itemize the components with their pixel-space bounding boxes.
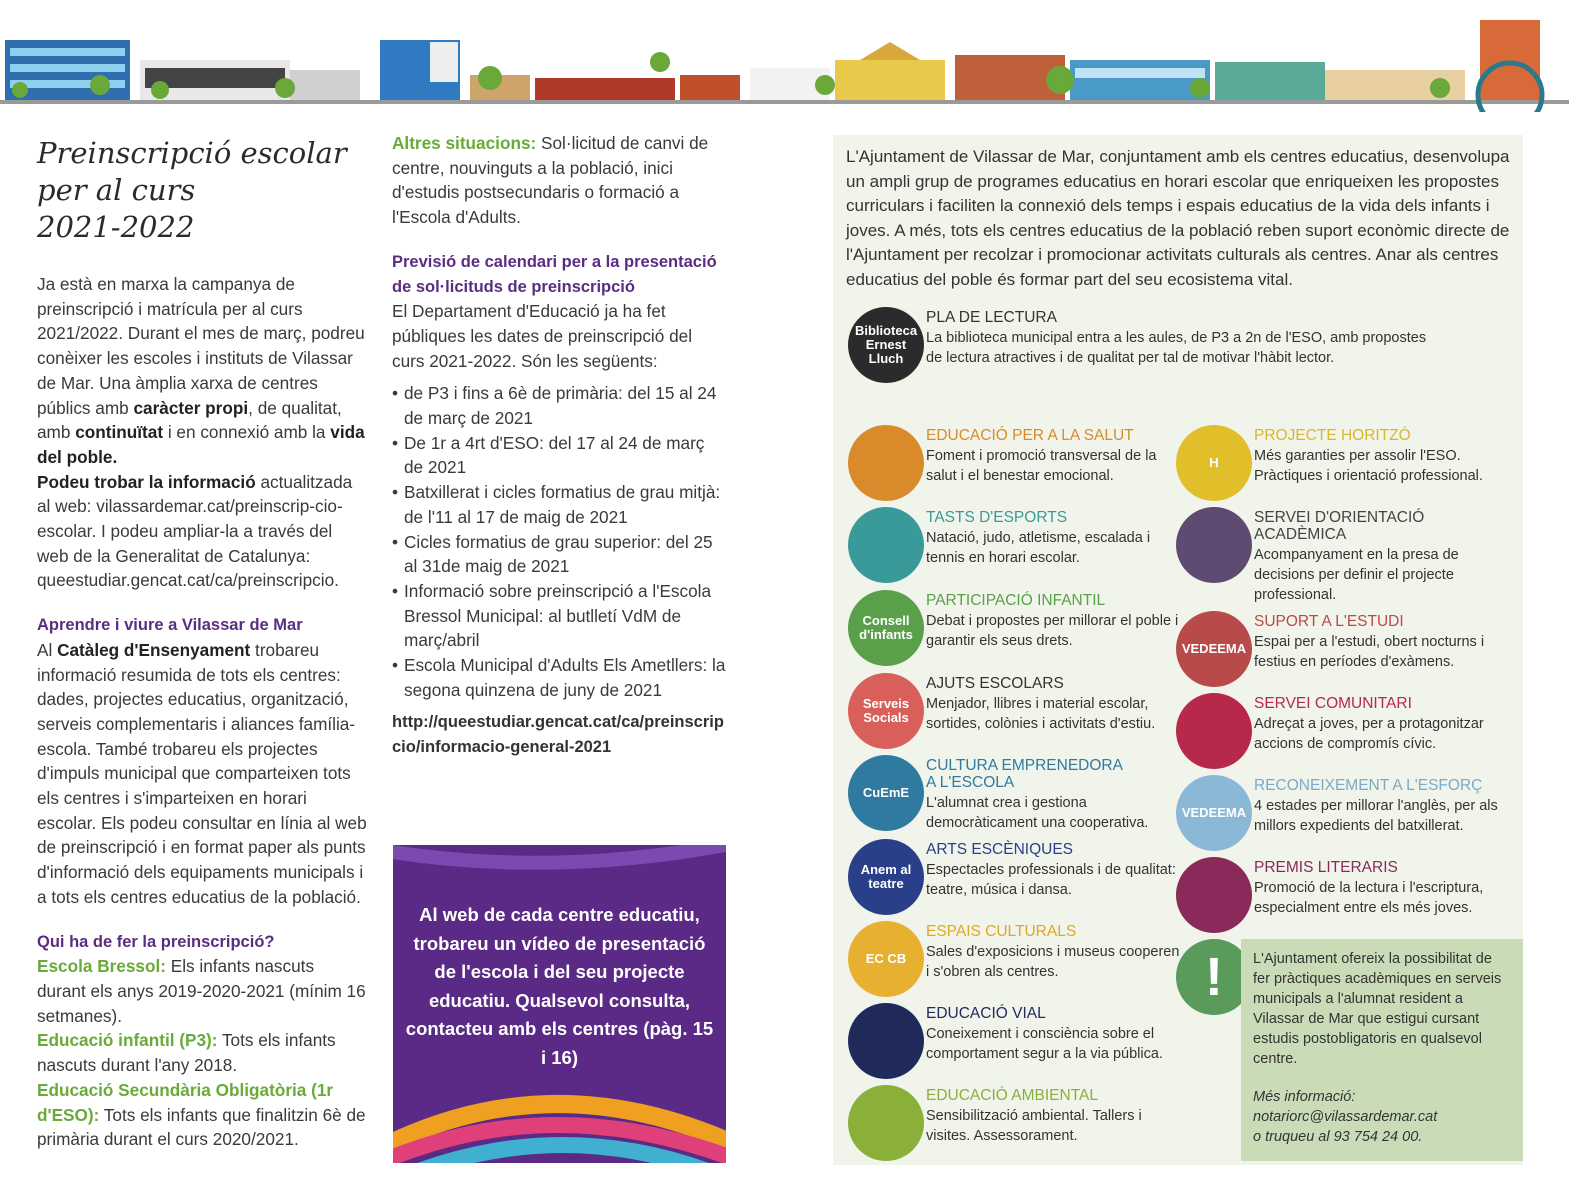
section-heading: Aprendre i viure a Vilassar de Mar: [37, 616, 303, 635]
program-description: Debat i propostes per millorar el poble i garantir els seus drets.: [926, 613, 1179, 649]
program-logo-icon: [848, 507, 924, 583]
program-description: Menjador, llibres i material escolar, sortides, colònies i activitats d'estiu.: [926, 696, 1156, 732]
program-description: Coneixement i consciència sobre el comportament segur a la via pública.: [926, 1026, 1163, 1062]
logo-text: H: [1209, 455, 1219, 470]
program-title: ARTS ESCÈNIQUES: [926, 841, 1074, 858]
program-description: Promoció de la lectura i l'escriptura, especialment entre els més joves.: [1254, 880, 1484, 916]
who-eso: [37, 1078, 367, 1152]
program-description: Sales d'exposicions i museus cooperen i s'obren als centres.: [926, 944, 1180, 980]
program-title: CULTURA EMPRENEDORA A L'ESCOLA: [926, 757, 1123, 791]
emphasis-text: Altres situacions:: [392, 133, 537, 153]
middle-column: [392, 131, 728, 760]
title-line: 2021-2022: [37, 210, 195, 244]
text-segment: Tots els infants que finalitzin 6è de primària durant el curs 2020/2021.: [37, 1104, 366, 1150]
program-description: Espectacles professionals i de qualitat: teatre, música i dansa.: [926, 862, 1176, 898]
text-segment: Sol·licitud de canvi de centre, nouvinguts a la població, inici d'estudis postsecundaris o formació a l'Escola d'Adults.: [392, 133, 709, 228]
program-title: RECONEIXEMENT A L'ESFORÇ: [1254, 777, 1483, 794]
emphasis-text: caràcter propi: [133, 397, 249, 418]
who-escola-bressol: [37, 954, 367, 1028]
calendar-list: [392, 381, 728, 702]
calendar-intro: El Departament d'Educació ja ha fet públiques les dates de preinscripció del curs 2021-2022. Són les següents:: [392, 301, 693, 371]
notice-text: L'Ajuntament ofereix la possibilitat de fer pràctiques acadèmiques en serveis municipals a l'alumnat resident a Vilassar de Mar que estigui cursant estudis postobligatoris en qualsevol centre.: [1253, 951, 1502, 1067]
who-infantil: [37, 1028, 367, 1077]
emphasis-text: Escola Bressol:: [37, 956, 166, 977]
calendar-item: • Batxillerat i cicles formatius de grau mitjà: de l'11 al 17 de maig de 2021: [392, 480, 728, 529]
logo-text: Consell d'infants: [859, 613, 913, 642]
program-title: EDUCACIÓ PER A LA SALUT: [926, 427, 1134, 444]
calendar-item: • De 1r a 4rt d'ESO: del 17 al 24 de març de 2021: [392, 431, 728, 480]
intro-paragraph: [37, 272, 367, 470]
program-description: Sensibilització ambiental. Tallers i visites. Assessorament.: [926, 1108, 1142, 1144]
program-logo-icon: [1176, 507, 1252, 583]
program-logo-icon: [848, 921, 924, 997]
section-heading: Previsió de calendari per a la presentació de sol·licituds de preinscripció: [392, 252, 717, 296]
text-segment: Ja està en marxa la campanya de preinscripció i matrícula per al curs 2021/2022. Durant el mes de març, podreu conèixer les escoles i instituts de Vilassar de Mar. Una àmplia xarxa de centres públics amb: [37, 274, 365, 418]
video-callout-box: [393, 845, 726, 1163]
program-logo-icon: [1176, 857, 1252, 933]
program-logo-icon: [848, 425, 924, 501]
program-logo-icon: [848, 755, 924, 831]
logo-text: Serveis Socials: [862, 696, 910, 725]
program-logo-icon: [1176, 775, 1252, 851]
notice-box: [1241, 939, 1523, 1161]
program-description: Foment i promoció transversal de la salut i el benestar emocional.: [926, 448, 1157, 484]
program-title: PREMIS LITERARIS: [1254, 859, 1398, 876]
more-info-label: Més informació:: [1253, 1089, 1356, 1105]
program-title: ESPAIS CULTURALS: [926, 923, 1077, 940]
emphasis-text: Educació Secundària Obligatòria (1r d'ESO):: [37, 1079, 334, 1125]
programs-panel: [833, 135, 1523, 1165]
program-logo-icon: [1176, 425, 1252, 501]
town-skyline-banner: [0, 0, 1569, 112]
program-description: 4 estades per millorar l'anglès, per als millors expedients del batxillerat.: [1254, 798, 1498, 834]
catalog-paragraph: [37, 638, 367, 910]
program-description: Natació, judo, atletisme, escalada i tennis en horari escolar.: [926, 530, 1151, 566]
program-logo-icon: [848, 673, 924, 749]
emphasis-text: Podeu trobar la informació: [37, 471, 256, 492]
program-logo-icon: [848, 590, 924, 666]
video-callout-text: Al web de cada centre educatiu, trobareu un vídeo de presentació de l'escola i del seu projecte educatiu. Qualsevol consulta, contacteu amb els centres (pàg. 15 i 16): [405, 904, 714, 1068]
text-segment: i en connexió amb la: [163, 422, 331, 443]
logo-text: EC CB: [865, 951, 907, 966]
text-segment: , de qualitat, amb: [37, 397, 342, 443]
program-logo-icon: [848, 839, 924, 915]
left-column: [37, 135, 367, 1152]
other-situations: [392, 131, 728, 230]
program-logo-icon: [1176, 693, 1252, 769]
logo-text: VEDEEMA: [1181, 641, 1247, 656]
program-description: Adreçat a joves, per a protagonitzar accions de compromís cívic.: [1254, 716, 1484, 752]
text-segment: actualitzada al web: vilassardemar.cat/preinscrip-cio-escolar. I podeu ampliar-la a través del web de la Generalitat de Catalunya: queestudiar.gencat.cat/ca/preinscripcio.: [37, 471, 353, 591]
programs-intro: L'Ajuntament de Vilassar de Mar, conjuntament amb els centres educatius, desenvolupa un ampli grup de programes educatius en horari escolar que enriqueixen les propostes curriculars i faciliten la connexió dels temps i espais educatius de la vida dels infants i joves. A més, tots els centres educatius de la població reben suport econòmic directe de l'Ajuntament per recolzar i promocionar activitats culturals als centres. Anar als centres educatius del poble és formar part del seu ecosistema vital.: [846, 147, 1510, 289]
section-heading: Qui ha de fer la preinscripció?: [37, 932, 275, 951]
logo-text: VEDEEMA: [1181, 805, 1247, 820]
text-segment: Tots els infants nascuts durant l'any 2018.: [37, 1030, 336, 1076]
contact-phone: o truqueu al 93 754 24 00.: [1253, 1129, 1423, 1145]
program-title: PROJECTE HORITZÓ: [1254, 427, 1411, 444]
program-title: TASTS D'ESPORTS: [926, 509, 1068, 526]
title-line: Preinscripció escolar: [37, 136, 347, 170]
program-description: Més garanties per assolir l'ESO. Pràctiques i orientació professional.: [1254, 448, 1483, 484]
text-segment: trobareu informació resumida de tots els centres: dades, projectes educatius, organització, serveis complementaris i aliances família-escola. També trobareu els projectes d'impuls municipal que comparteixen tots els centres i s'imparteixen en horari escolar. Els podeu consultar en línia al web de preinscripció i en format paper als punts d'informació dels equipaments municipals i a tots els centres educatius de la població.: [37, 639, 367, 907]
emphasis-text: continuïtat: [75, 422, 164, 443]
text-segment: Al: [37, 639, 58, 660]
program-title: SERVEI D'ORIENTACIÓ ACADÈMICA: [1254, 509, 1425, 543]
page-title: [37, 135, 367, 246]
emphasis-text: Educació infantil (P3):: [37, 1030, 218, 1051]
program-title: AJUTS ESCOLARS: [926, 675, 1064, 692]
program-logo-icon: [848, 1003, 924, 1079]
logo-text: Anem al teatre: [860, 862, 912, 891]
calendar-item: • Cicles formatius de grau superior: del 25 al 31de maig de 2021: [392, 530, 728, 579]
info-paragraph: [37, 470, 367, 594]
contact-email[interactable]: notariorc@vilassardemar.cat: [1253, 1109, 1438, 1125]
text-segment: Els infants nascuts durant els anys 2019-2020-2021 (mínim 16 setmanes).: [37, 956, 366, 1026]
program-description: Espai per a l'estudi, obert nocturns i festius en períodes d'exàmens.: [1254, 634, 1485, 670]
program-title: SUPORT A L'ESTUDI: [1254, 613, 1404, 630]
logo-text: CuEmE: [862, 785, 910, 800]
calendar-item: • Informació sobre preinscripció a l'Escola Bressol Municipal: al butlletí VdM de març/abril: [392, 579, 728, 653]
logo-text: Biblioteca Ernest Lluch: [854, 323, 918, 366]
program-title: EDUCACIÓ AMBIENTAL: [926, 1087, 1098, 1104]
calendar-item: • de P3 i fins a 6è de primària: del 15 al 24 de març de 2021: [392, 381, 728, 430]
program-logo-icon: [848, 1085, 924, 1161]
program-title: PLA DE LECTURA: [926, 309, 1057, 326]
program-title: EDUCACIÓ VIAL: [926, 1005, 1046, 1022]
program-title: SERVEI COMUNITARI: [1254, 695, 1412, 712]
program-title: PARTICIPACIÓ INFANTIL: [926, 592, 1106, 609]
title-line: per al curs: [37, 173, 196, 207]
emphasis-text: vida del poble.: [37, 422, 365, 467]
program-logo-icon: [848, 307, 924, 383]
program-description: La biblioteca municipal entra a les aules, de P3 a 2n de l'ESO, amb propostes de lectura atractives i de qualitat per tal de motivar l'hàbit lector.: [926, 330, 1427, 366]
emphasis-text: Catàleg d'Ensenyament: [57, 639, 251, 660]
program-description: Acompanyament en la presa de decisions per definir el projecte professional.: [1254, 547, 1459, 603]
program-description: L'alumnat crea i gestiona democràticament una cooperativa.: [926, 795, 1149, 831]
calendar-item: • Escola Municipal d'Adults Els Ametllers: la segona quinzena de juny de 2021: [392, 653, 728, 702]
exclamation-icon: !: [1176, 939, 1252, 1015]
gencat-link[interactable]: http://queestudiar.gencat.cat/ca/preinscripcio/informacio-general-2021: [392, 713, 724, 757]
